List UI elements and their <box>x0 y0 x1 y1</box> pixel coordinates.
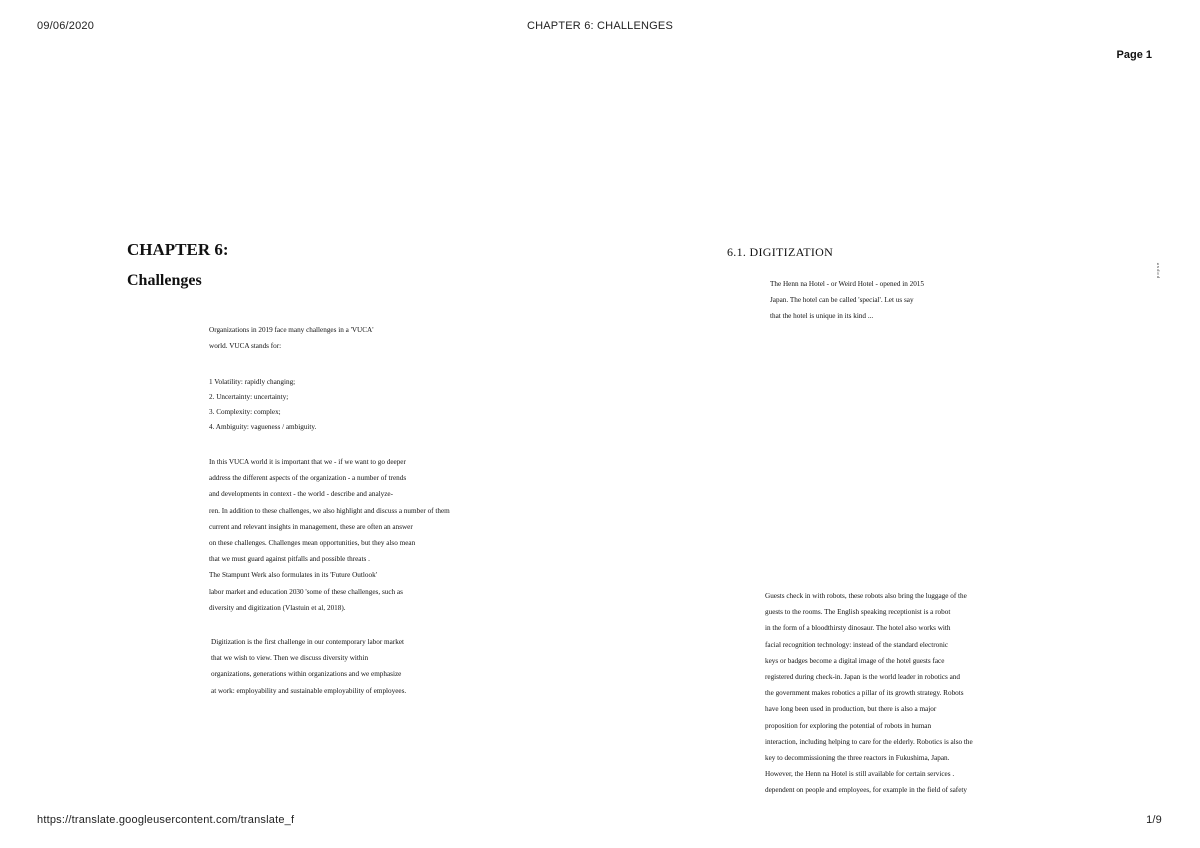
list-item: 4. Ambiguity: vagueness / ambiguity. <box>209 423 317 431</box>
text-line: Japan. The hotel can be called 'special'. Let us say <box>770 296 914 305</box>
text-line: facial recognition technology: instead of the standard electronic <box>765 640 949 649</box>
text-line: ren. In addition to these challenges, we also highlight and discuss a number of them <box>209 506 450 515</box>
text-line: labor market and education 2030 'some of these challenges, such as <box>209 587 403 596</box>
list-item: 3. Complexity: complex; <box>209 408 281 416</box>
text-line: the government makes robotics a pillar of its growth strategy. Robots <box>765 689 964 698</box>
right-body <box>765 588 1065 799</box>
print-url: https://translate.googleusercontent.com/translate_f <box>37 814 295 826</box>
text-line: and developments in context - the world - describe and analyze- <box>209 490 394 499</box>
text-line: guests to the rooms. The English speaking receptionist is a robot <box>765 608 951 617</box>
text-line: proposition for exploring the potential of robots in human <box>765 721 932 730</box>
left-intro <box>209 322 539 354</box>
text-line: interaction, including helping to care for the elderly. Robotics is also the <box>765 737 973 746</box>
text-line: However, the Henn na Hotel is still available for certain services . <box>765 770 955 779</box>
text-line: Guests check in with robots, these robots also bring the luggage of the <box>765 592 967 600</box>
text-line: diversity and digitization (Vlastuin et al, 2018). <box>209 603 346 612</box>
section-title: 6.1. DIGITIZATION <box>727 245 834 259</box>
text-line: current and relevant insights in management, these are often an answer <box>209 522 413 531</box>
list-item: 1 Volatility: rapidly changing; <box>209 378 296 386</box>
text-line: The Henn na Hotel - or Weird Hotel - opened in 2015 <box>770 280 924 288</box>
left-paragraph-2 <box>209 454 549 616</box>
print-page-count: 1/9 <box>1146 814 1162 826</box>
text-line: The Stampunt Werk also formulates in its 'Future Outlook' <box>209 571 377 580</box>
list-item: 2. Uncertainty: uncertainty; <box>209 393 289 401</box>
text-line: Digitization is the first challenge in our contemporary labor market <box>211 638 405 646</box>
text-line: in the form of a bloodthirsty dinosaur. The hotel also works with <box>765 624 951 633</box>
text-line: at work: employability and sustainable employability of employees. <box>211 686 407 695</box>
print-date: 09/06/2020 <box>37 20 95 32</box>
text-line: keys or badges become a digital image of the hotel guests face <box>765 656 945 665</box>
text-line: Organizations in 2019 face many challenges in a 'VUCA' <box>209 326 374 334</box>
text-line: In this VUCA world it is important that we - if we want to go deeper <box>209 458 406 466</box>
chapter-title: Challenges <box>127 272 202 289</box>
text-line: registered during check-in. Japan is the world leader in robotics and <box>765 673 960 682</box>
print-title: CHAPTER 6: CHALLENGES <box>526 20 674 32</box>
text-line: key to decommissioning the three reactors in Fukushima, Japan. <box>765 754 950 763</box>
text-line: that we wish to view. Then we discuss diversity within <box>211 654 369 663</box>
text-line: that the hotel is unique in its kind ... <box>770 312 874 321</box>
text-line: on these challenges. Challenges mean opportunities, but they also mean <box>209 539 416 548</box>
side-note: p o p s e <box>1155 262 1160 278</box>
text-line: world. VUCA stands for: <box>209 342 282 351</box>
vuca-list <box>209 375 539 435</box>
text-line: have long been used in production, but there is also a major <box>765 705 937 714</box>
text-line: organizations, generations within organizations and we emphasize <box>211 670 402 679</box>
chapter-number: CHAPTER 6: <box>127 240 229 259</box>
text-line: that we must guard against pitfalls and possible threats . <box>209 555 370 564</box>
text-line: address the different aspects of the organization - a number of trends <box>209 474 407 483</box>
text-line: dependent on people and employees, for example in the field of safety <box>765 786 967 795</box>
left-paragraph-3 <box>211 634 551 699</box>
page-label: Page 1 <box>1116 49 1152 61</box>
right-intro <box>770 276 1030 325</box>
